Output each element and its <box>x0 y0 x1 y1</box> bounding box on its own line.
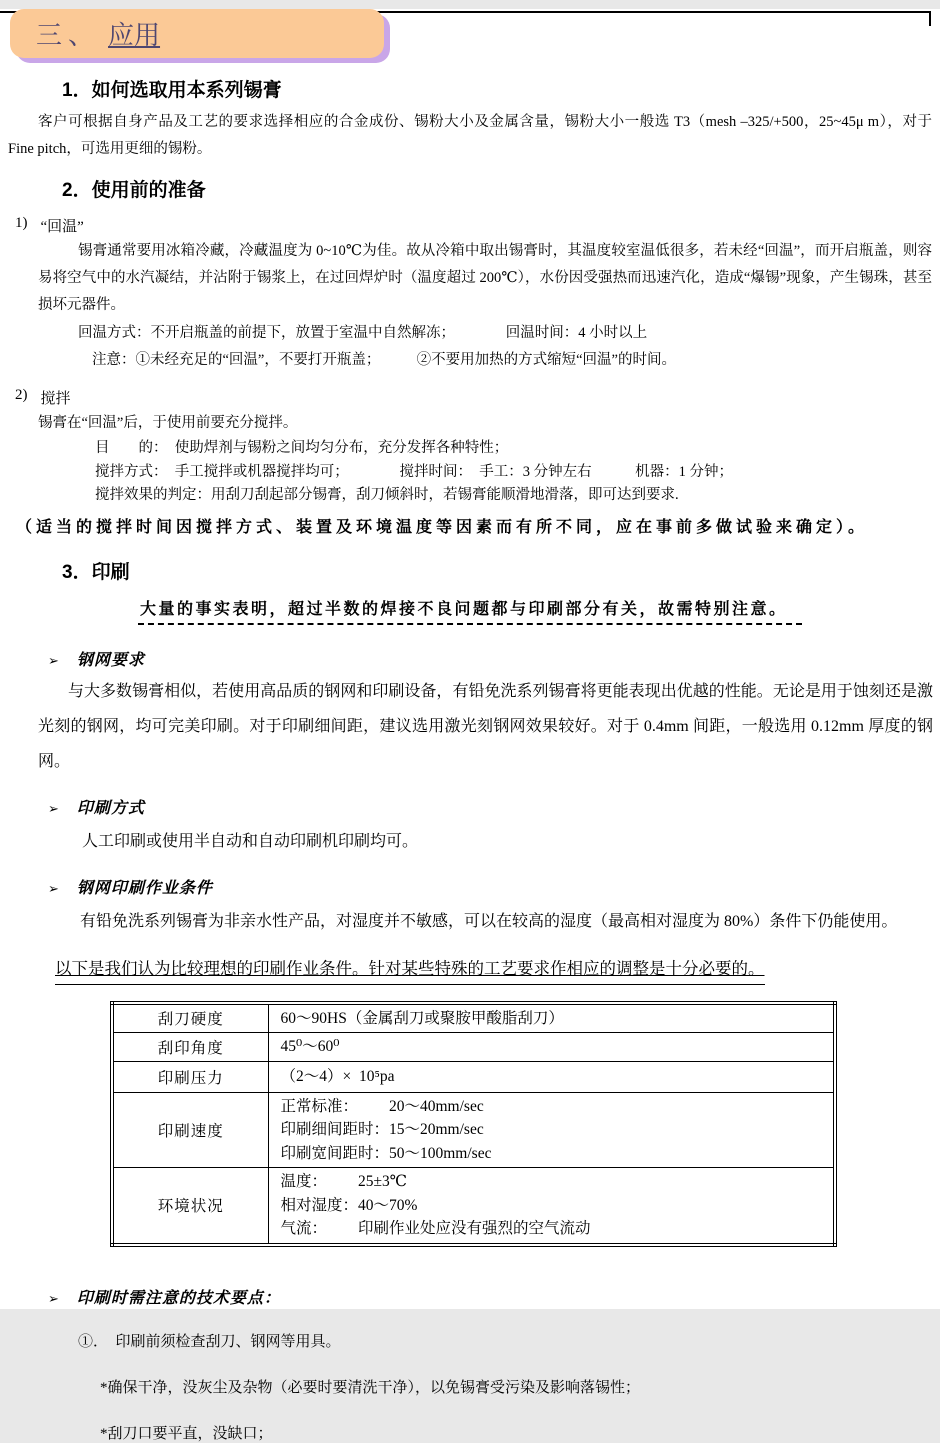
value-line: 45⁰～60⁰ <box>280 1038 340 1055</box>
note-clean: *确保干净，没灰尘及杂物（必要时要清洗干净），以免锡膏受污染及影响落锡性； <box>100 1379 641 1396</box>
section-banner-title: 应用 <box>108 21 161 50</box>
row-value <box>268 1168 835 1245</box>
heading-printing: 3．印刷 <box>62 561 130 583</box>
list-marker: 2) <box>15 387 28 403</box>
table-row <box>112 1092 835 1168</box>
list-item-title: “回温” <box>40 219 84 235</box>
value-line: 相对湿度：40～70% <box>280 1196 418 1214</box>
row-value <box>268 1061 835 1092</box>
printing-notice: 大量的事实表明，超过半数的焊接不良问题都与印刷部分有关，故需特别注意。 <box>138 596 802 625</box>
line-stirring-purpose: 目 的： 使助焊剂与锡粉之间均匀分布，充分发挥各种特性； <box>95 440 509 456</box>
row-value <box>268 1003 835 1033</box>
section-banner <box>10 9 384 58</box>
value-line: 印刷细间距时：15～20mm/sec <box>280 1121 484 1138</box>
row-label: 印刷速度 <box>112 1092 268 1168</box>
heading-select-paste: 1．如何选取用本系列锡膏 <box>62 80 282 101</box>
document-page <box>0 9 940 1442</box>
line-stirring-judge: 搅拌效果的判定：用刮刀刮起部分锡膏，刮刀倾斜时，若锡膏能顺滑地滑落，即可达到要求. <box>95 487 679 503</box>
bullet-title: 钢网要求 <box>76 651 145 669</box>
page-top-rule-tick <box>929 11 931 26</box>
bullet-stencil-requirements <box>48 647 940 670</box>
table-row <box>112 1033 835 1062</box>
list-marker: 1) <box>15 215 28 231</box>
printing-conditions-table <box>110 1001 837 1247</box>
line-rewarming-note: 注意：①未经充足的“回温”，不要打开瓶盖； ②不要用加热的方式缩短“回温”的时间。 <box>92 352 676 368</box>
line-rewarming-method: 回温方式：不开启瓶盖的前提下，放置于室温中自然解冻； 回温时间：4 小时以上 <box>78 325 648 341</box>
row-label: 环境状况 <box>112 1168 268 1245</box>
table-row <box>112 1003 835 1033</box>
list-item-rewarming <box>15 215 940 236</box>
list-item-stirring <box>15 387 940 408</box>
bullet-printing-conditions <box>48 875 940 898</box>
value-line: 60～90HS（金属刮刀或聚胺甲酸脂刮刀） <box>280 1009 564 1027</box>
paragraph-printing-method: 人工印刷或使用半自动和自动印刷机印刷均可。 <box>82 832 419 850</box>
bullet-title: 印刷时需注意的技术要点： <box>76 1289 281 1307</box>
value-line: 正常标准： 20～40mm/sec <box>280 1097 484 1115</box>
line-stirring-intro: 锡膏在“回温”后，于使用前要充分搅拌。 <box>38 415 298 431</box>
bullet-title: 钢网印刷作业条件 <box>76 879 213 897</box>
ideal-conditions-line: 以下是我们认为比较理想的印刷作业条件。针对某些特殊的工艺要求作相应的调整是十分必要的。 <box>55 955 765 985</box>
row-value <box>268 1092 835 1168</box>
line-stirring-bold-note: （适当的搅拌时间因搅拌方式、装置及环境温度等因素而有所不同，应在事前多做试验来确定）。 <box>16 518 869 536</box>
row-value <box>268 1033 835 1062</box>
paragraph-stencil-requirements: 与大多数锡膏相似，若使用高品质的钢网和印刷设备，有铅免洗系列锡膏将更能表现出优越的性能。无论是用于蚀刻还是激光刻的钢网，均可完美印刷。对于印刷细间距，建议选用激光刻钢网效果较好。对于 0.4mm 间距，一般选用 0.12mm 厚度的钢网。 <box>38 682 933 770</box>
bullet-technical-points <box>48 1285 940 1308</box>
table-row <box>112 1061 835 1092</box>
ideal-conditions-wrap <box>55 955 940 985</box>
row-label: 印刷压力 <box>112 1061 268 1092</box>
step-check-tools: ①． 印刷前须检查刮刀、钢网等用具。 <box>78 1333 341 1350</box>
paragraph-select-paste: 客户可根据自身产品及工艺的要求选择相应的合金成份、锡粉大小及金属含量，锡粉大小一般选 T3（mesh –325/+500，25~45μ m），对于 Fine pitch，可选用更细的锡粉。 <box>8 114 936 157</box>
row-label: 刮刀硬度 <box>112 1003 268 1033</box>
paragraph-rewarming: 锡膏通常要用冰箱冷藏，冷藏温度为 0~10℃为佳。故从冷箱中取出锡膏时，其温度较室温低很多，若未经“回温”，而开启瓶盖，则容易将空气中的水汽凝结，并沾附于锡浆上，在过回焊炉时（温度超过 200℃），水份因受强热而迅速汽化，造成“爆锡”现象，产生锡珠，甚至损坏元器件。 <box>38 243 932 313</box>
note-blade: *刮刀口要平直，没缺口； <box>100 1425 273 1442</box>
bullet-title: 印刷方式 <box>76 799 145 817</box>
value-line: 气流： 印刷作业处应没有强烈的空气流动 <box>280 1220 591 1237</box>
row-label: 刮印角度 <box>112 1033 268 1062</box>
paragraph-printing-conditions: 有铅免洗系列锡膏为非亲水性产品，对湿度并不敏感，可以在较高的湿度（最高相对湿度为 80%）条件下仍能使用。 <box>80 912 898 930</box>
line-stirring-method: 搅拌方式： 手工搅拌或机器搅拌均可； 搅拌时间： 手工：3 分钟左右 机器：1 分钟； <box>95 463 733 480</box>
table-row <box>112 1168 835 1245</box>
arrow-bullet-icon: ➢ <box>48 653 59 669</box>
heading-preparation: 2．使用前的准备 <box>62 180 206 201</box>
value-line: （2～4）× 10⁵pa <box>280 1067 395 1085</box>
arrow-bullet-icon: ➢ <box>48 881 59 897</box>
printing-notice-wrap <box>138 596 940 625</box>
section-banner-number: 三、 <box>36 21 101 50</box>
list-item-title: 搅拌 <box>40 391 71 407</box>
bullet-printing-method <box>48 795 940 818</box>
value-line: 印刷宽间距时：50～100mm/sec <box>280 1144 492 1162</box>
arrow-bullet-icon: ➢ <box>48 1291 59 1307</box>
value-line: 温度： 25±3℃ <box>280 1173 408 1190</box>
arrow-bullet-icon: ➢ <box>48 801 59 817</box>
